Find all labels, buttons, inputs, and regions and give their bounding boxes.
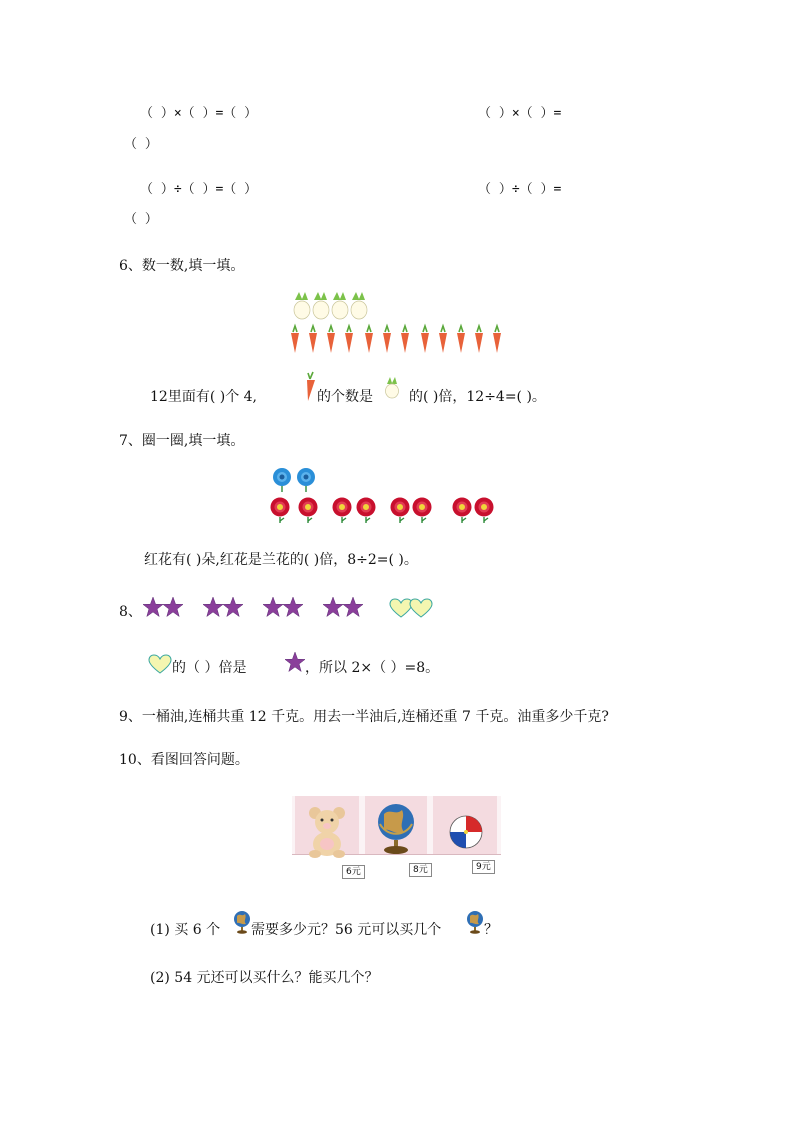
equation-divide-2: （ ）÷（ ）= [478, 182, 562, 197]
star-icon [163, 597, 183, 617]
q7-title: 7、圈一圈,填一填。 [119, 433, 245, 449]
carrot-icon [327, 326, 335, 353]
globe-icon [376, 800, 416, 856]
star-icon [343, 597, 363, 617]
star-icon [283, 597, 303, 617]
q10-sub1-part3: ？ [484, 922, 498, 938]
carrot-icon [291, 326, 299, 353]
heart-icon [390, 599, 412, 617]
star-icon [143, 597, 163, 617]
price-tag-bear: 6元 [342, 865, 365, 879]
q10-title: 10、看图回答问题。 [119, 752, 249, 768]
q8-text-part2: ，所以 2×（ ）=8。 [305, 660, 440, 676]
red-flower-icon [271, 498, 290, 524]
radish-icon [332, 292, 348, 319]
q10-sub1-part1: (1) 买 6 个 [150, 922, 221, 938]
star-row-illustration [143, 596, 373, 618]
globe-icon [466, 910, 484, 934]
q6-text-part3: 的( )倍，12÷4=( )。 [409, 389, 546, 405]
equation-multiply-1: （ ）×（ ）=（ ） [140, 106, 258, 121]
heart-icon [410, 599, 432, 617]
equation-divide-2-answer: （ ） [124, 212, 158, 227]
q8-text-part1: 的（ ）倍是 [172, 660, 247, 676]
carrot-icon [365, 326, 373, 353]
carrot-icon [303, 372, 317, 402]
q6-title: 6、数一数,填一填。 [119, 258, 245, 274]
carrot-icon [439, 326, 447, 353]
carrot-icon [421, 326, 429, 353]
radish-icon [313, 292, 329, 319]
red-flower-icon [413, 498, 432, 524]
flower-illustration [268, 468, 498, 524]
carrot-icon [345, 326, 353, 353]
carrot-icon [457, 326, 465, 353]
heart-icon [148, 654, 172, 674]
star-icon [203, 597, 223, 617]
carrot-icon [493, 326, 501, 353]
q6-text-part1: 12里面有( )个 4, [150, 389, 257, 405]
star-icon [323, 597, 343, 617]
q10-sub2: (2) 54 元还可以买什么？能买几个？ [150, 970, 379, 986]
equation-multiply-2-answer: （ ） [124, 137, 158, 152]
globe-icon [233, 910, 251, 934]
q8-number: 8、 [119, 604, 142, 620]
teddy-bear-icon [306, 806, 348, 858]
carrot-icon [383, 326, 391, 353]
beach-ball-icon [448, 814, 484, 850]
shop-shelf-picture [292, 796, 501, 880]
carrot-row-illustration [289, 326, 507, 354]
red-flower-icon [299, 498, 318, 524]
equation-multiply-2: （ ）×（ ）= [478, 106, 562, 121]
red-flower-icon [475, 498, 494, 524]
q10-sub1-part2: 需要多少元？56 元可以买几个 [251, 922, 442, 938]
heart-pair-illustration [390, 598, 434, 618]
blue-flower-icon [297, 468, 315, 492]
price-tag-ball: 9元 [472, 860, 495, 874]
carrot-icon [309, 326, 317, 353]
star-icon [285, 652, 305, 672]
q7-text: 红花有( )朵,红花是兰花的( )倍，8÷2=( )。 [144, 552, 418, 568]
blue-flower-icon [273, 468, 291, 492]
carrot-icon [475, 326, 483, 353]
radish-icon [294, 292, 310, 319]
radish-icon [351, 292, 367, 319]
star-icon [263, 597, 283, 617]
q9-text: 9、一桶油,连桶共重 12 千克。用去一半油后,连桶还重 7 千克。油重多少千克? [119, 709, 609, 725]
red-flower-icon [453, 498, 472, 524]
red-flower-icon [357, 498, 376, 524]
q6-text-part2: 的个数是 [317, 389, 373, 405]
shelf-board [292, 854, 501, 881]
carrot-icon [401, 326, 409, 353]
equation-divide-1: （ ）÷（ ）=（ ） [140, 182, 258, 197]
price-tag-globe: 8元 [409, 863, 432, 877]
star-icon [223, 597, 243, 617]
red-flower-icon [333, 498, 352, 524]
red-flower-icon [391, 498, 410, 524]
radish-row-illustration [292, 292, 372, 324]
radish-icon [383, 377, 401, 399]
